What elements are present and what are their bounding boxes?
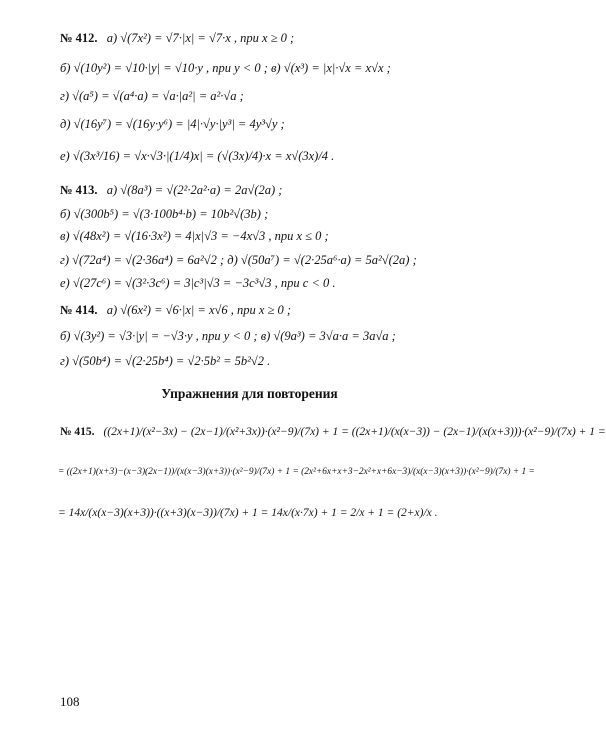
solution-line bbox=[0, 505, 499, 521]
solution-line bbox=[0, 182, 499, 198]
formula-text: б) √(3y²) = √3·|y| = −√3·y , при y < 0 ; в) √(9a³) = 3√a·a = 3a√a ; bbox=[60, 329, 396, 343]
formula-text: ((2x+1)/(x²−3x) − (2x−1)/(x²+3x))·(x²−9)/(7x) + 1 = ((2x+1)/(x(x−3)) − (2x−1)/(x(x+3)))·(x²−9)/(7x) + 1 = bbox=[103, 426, 606, 438]
solution-line bbox=[0, 148, 499, 164]
solution-line bbox=[0, 353, 499, 369]
solution-line bbox=[0, 206, 499, 222]
formula-text: а) √(7x²) = √7·|x| = √7·x , при x ≥ 0 ; bbox=[106, 31, 295, 45]
formula-text: г) √(72a⁴) = √(2·36a⁴) = 6a²√2 ; д) √(50a⁷) = √(2·25a⁶·a) = 5a²√(2a) ; bbox=[60, 253, 417, 267]
solution-line bbox=[0, 116, 499, 132]
problem-number: № 412. bbox=[60, 31, 98, 45]
formula-text: а) √(8a³) = √(2²·2a²·a) = 2a√(2a) ; bbox=[106, 183, 283, 197]
solution-line bbox=[0, 275, 499, 291]
solution-line bbox=[0, 88, 499, 104]
solution-line bbox=[0, 228, 499, 244]
formula-text: в) √(48x²) = √(16·3x²) = 4|x|√3 = −4x√3 , при x ≤ 0 ; bbox=[60, 229, 329, 243]
problem-number: № 415. bbox=[60, 426, 95, 438]
formula-text: г) √(a⁵) = √(a⁴·a) = √a·|a²| = a²·√a ; bbox=[60, 89, 244, 103]
section-title: Упражнения для повторения bbox=[161, 386, 338, 401]
solution-line bbox=[0, 60, 499, 76]
solution-line bbox=[0, 424, 606, 440]
formula-text: = 14x/(x(x−3)(x+3))·((x+3)(x−3))/(7x) + 1 = 14x/(x·7x) + 1 = 2/x + 1 = (2+x)/x . bbox=[58, 507, 438, 519]
page-number: 108 bbox=[60, 694, 80, 709]
solution-line bbox=[0, 252, 499, 268]
formula-text: е) √(27c⁶) = √(3²·3c⁶) = 3|c³|√3 = −3c³√3 , при c < 0 . bbox=[60, 276, 336, 290]
formula-text: б) √(10y²) = √10·|y| = √10·y , при y < 0 ; в) √(x³) = |x|·√x = x√x ; bbox=[60, 61, 391, 75]
solution-line bbox=[0, 328, 499, 344]
formula-text: д) √(16y⁷) = √(16y·y⁶) = |4|·√y·|y³| = 4y³√y ; bbox=[60, 117, 285, 131]
problem-number: № 413. bbox=[60, 183, 98, 197]
formula-text: = ((2x+1)(x+3)−(x−3)(2x−1))/(x(x−3)(x+3))·(x²−9)/(7x) + 1 = (2x²+6x+x+3−2x²+x+6x−3)/(x(x−3)(x+3))·(x²−9)/(7x) + 1 = bbox=[58, 467, 535, 477]
solution-line bbox=[0, 30, 499, 46]
formula-text: б) √(300b⁵) = √(3·100b⁴·b) = 10b²√(3b) ; bbox=[60, 207, 269, 221]
problem-number: № 414. bbox=[60, 303, 98, 317]
solution-line bbox=[0, 464, 535, 480]
formula-text: а) √(6x²) = √6·|x| = x√6 , при x ≥ 0 ; bbox=[106, 303, 292, 317]
formula-text: г) √(50b⁴) = √(2·25b⁴) = √2·5b² = 5b²√2 . bbox=[60, 354, 271, 368]
solution-line bbox=[0, 302, 499, 318]
formula-text: е) √(3x³/16) = √x·√3·|(1/4)x| = (√(3x)/4)·x = x√(3x)/4 . bbox=[60, 149, 335, 163]
